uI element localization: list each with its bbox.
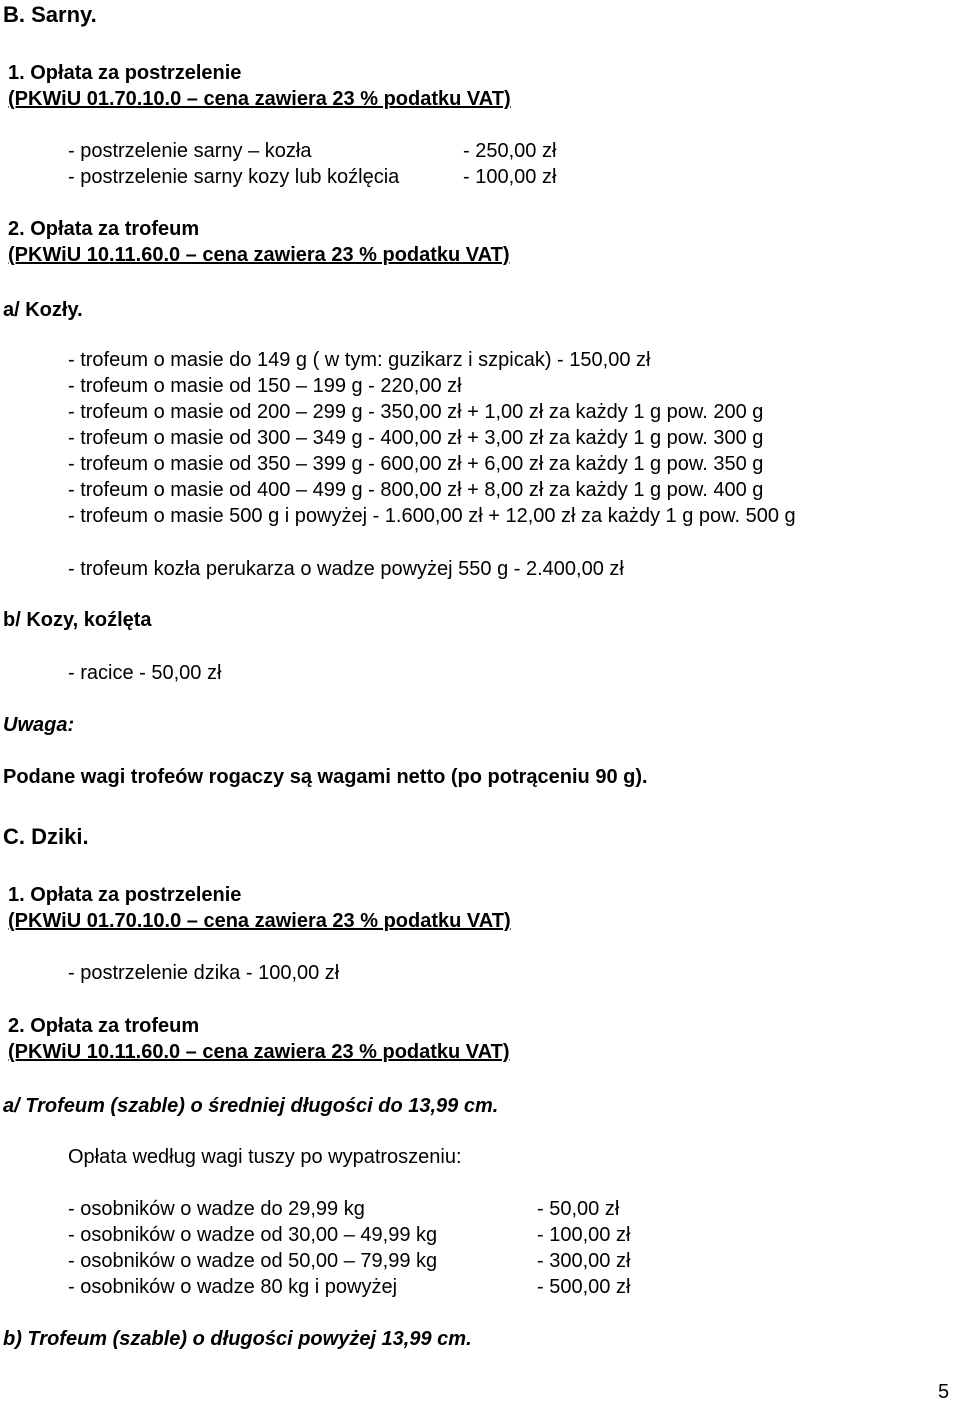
racice-line: - racice - 50,00 zł [68, 662, 222, 684]
weight-price: - 100,00 zł [537, 1224, 631, 1246]
trofeum-b-heading: b) Trofeum (szable) o długości powyżej 13,99 cm. [3, 1328, 472, 1350]
weight-label: - osobników o wadze od 30,00 – 49,99 kg [68, 1224, 438, 1246]
price-label: - postrzelenie sarny kozy lub koźlęcia [68, 166, 400, 188]
price-value: - 100,00 zł [463, 166, 557, 188]
weight-price: - 300,00 zł [537, 1250, 631, 1272]
trofeum-a-intro: Opłata według wagi tuszy po wypatroszeniu: [68, 1146, 462, 1168]
weight-label: - osobników o wadze 80 kg i powyżej [68, 1276, 398, 1298]
fee-shot-pkwiu: (PKWiU 01.70.10.0 – cena zawiera 23 % podatku VAT) [8, 88, 511, 110]
section-b-title: B. Sarny. [3, 2, 97, 27]
fee-trophy-pkwiu: (PKWiU 10.11.60.0 – cena zawiera 23 % podatku VAT) [8, 1041, 510, 1063]
trophy-price-line: - trofeum o masie od 300 – 349 g - 400,00 zł + 3,00 zł za każdy 1 g pow. 300 g [68, 427, 764, 449]
fee-trophy-heading: 2. Opłata za trofeum [8, 218, 200, 240]
trofeum-a-heading: a/ Trofeum (szable) o średniej długości do 13,99 cm. [3, 1095, 499, 1117]
weight-price: - 500,00 zł [537, 1276, 631, 1298]
fee-trophy-pkwiu: (PKWiU 10.11.60.0 – cena zawiera 23 % podatku VAT) [8, 244, 510, 266]
fee-shot-heading: 1. Opłata za postrzelenie [8, 884, 242, 906]
fee-trophy-heading: 2. Opłata za trofeum [8, 1015, 200, 1037]
weight-price: - 50,00 zł [537, 1198, 620, 1220]
perukarz-line: - trofeum kozła perukarza o wadze powyżej 550 g - 2.400,00 zł [68, 558, 624, 580]
uwaga-text: Podane wagi trofeów rogaczy są wagami netto (po potrąceniu 90 g). [3, 766, 648, 788]
fee-shot-pkwiu: (PKWiU 01.70.10.0 – cena zawiera 23 % podatku VAT) [8, 910, 511, 932]
fee-shot-heading: 1. Opłata za postrzelenie [8, 62, 242, 84]
kozy-heading: b/ Kozy, koźlęta [3, 609, 152, 631]
kozly-heading: a/ Kozły. [3, 299, 83, 321]
weight-label: - osobników o wadze od 50,00 – 79,99 kg [68, 1250, 438, 1272]
price-label: - postrzelenie sarny – kozła [68, 140, 312, 162]
trophy-price-line: - trofeum o masie od 350 – 399 g - 600,00 zł + 6,00 zł za każdy 1 g pow. 350 g [68, 453, 764, 475]
trophy-price-line: - trofeum o masie do 149 g ( w tym: guzikarz i szpicak) - 150,00 zł [68, 349, 651, 371]
section-c-title: C. Dziki. [3, 824, 89, 849]
trophy-price-line: - trofeum o masie 500 g i powyżej - 1.600,00 zł + 12,00 zł za każdy 1 g pow. 500 g [68, 505, 796, 527]
trophy-price-line: - trofeum o masie od 400 – 499 g - 800,00 zł + 8,00 zł za każdy 1 g pow. 400 g [68, 479, 764, 501]
dzik-price-line: - postrzelenie dzika - 100,00 zł [68, 962, 340, 984]
page-number: 5 [938, 1381, 950, 1403]
weight-label: - osobników o wadze do 29,99 kg [68, 1198, 365, 1220]
trophy-price-line: - trofeum o masie od 200 – 299 g - 350,00 zł + 1,00 zł za każdy 1 g pow. 200 g [68, 401, 764, 423]
price-value: - 250,00 zł [463, 140, 557, 162]
uwaga-label: Uwaga: [3, 714, 75, 736]
trophy-price-line: - trofeum o masie od 150 – 199 g - 220,00 zł [68, 375, 462, 397]
